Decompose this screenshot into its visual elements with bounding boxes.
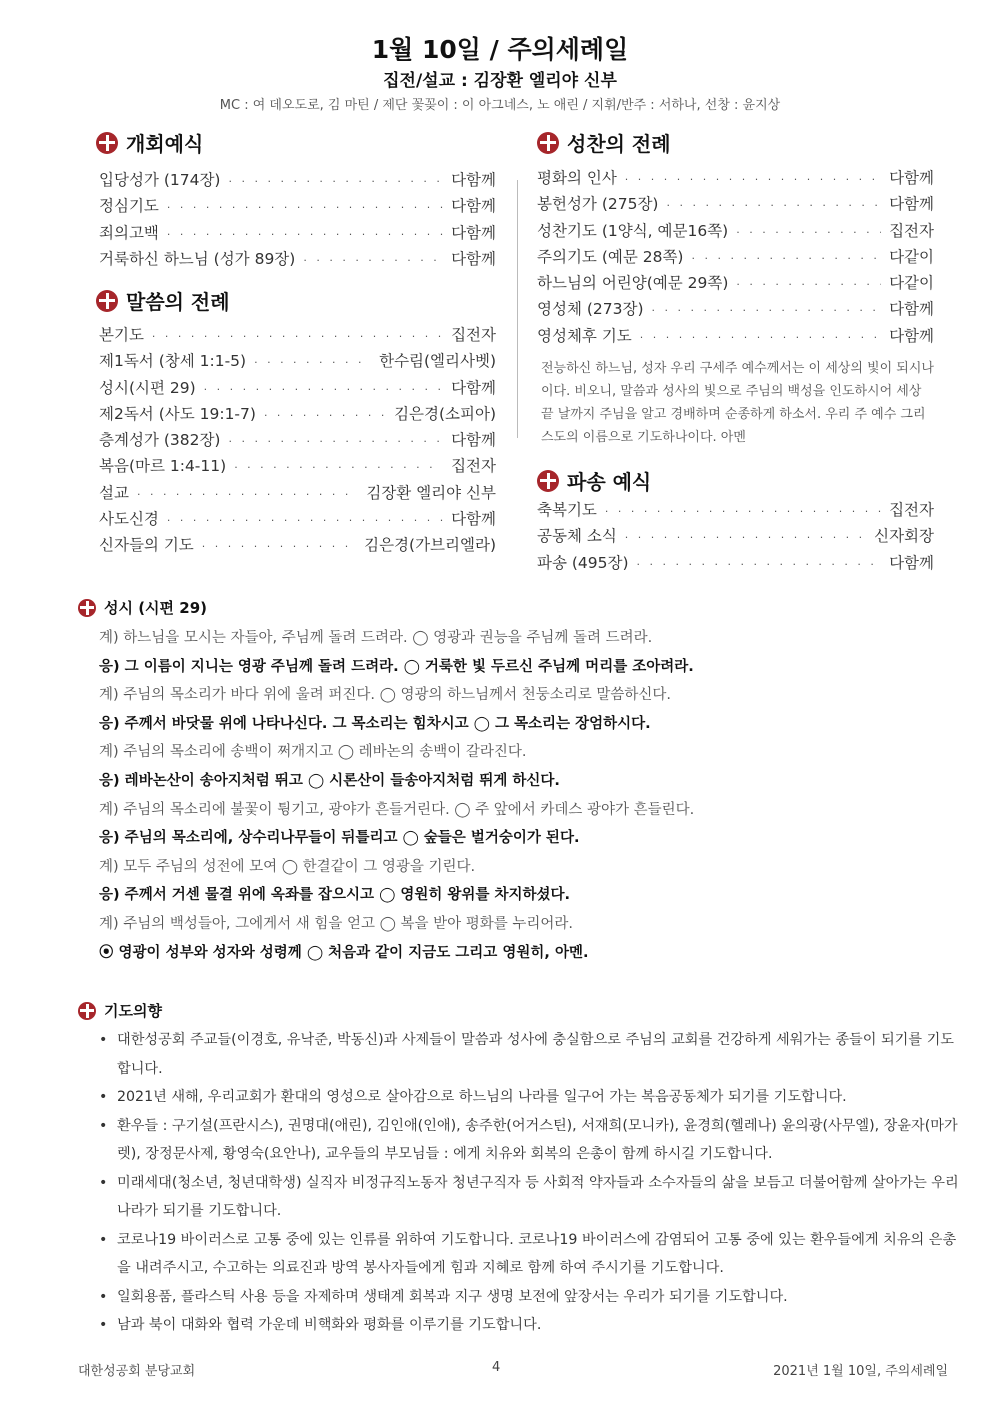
footer-church-name: 대한성공회 분당교회 xyxy=(78,1364,196,1379)
psalm-line-priest: 계) 주님의 백성들아, 그에게서 새 힘을 얻고 ◯ 복을 받아 평화를 누리어라. xyxy=(99,915,573,932)
liturgy-row: 영성체후 기도 · · · 다함께 xyxy=(537,324,934,350)
dot-leader xyxy=(264,409,386,422)
dot-leader xyxy=(137,488,358,501)
psalm-line-response: 응) 그 이름이 지니는 영광 주님께 돌려 드려라. ◯ 거룩한 빛 두르신 주님께 머리를 조아려라. xyxy=(99,658,694,675)
liturgy-row: 입당성가 (174장) · · · 다함께 xyxy=(99,168,496,194)
dot-leader xyxy=(625,531,866,544)
psalm-line-priest: 계) 모두 주님의 성전에 모여 ◯ 한결같이 그 영광을 기린다. xyxy=(99,858,476,875)
dot-leader xyxy=(691,252,881,265)
cross-icon xyxy=(96,290,118,312)
staff-line: MC : 여 데오도로, 김 마틴 / 제단 꽃꽂이 : 이 아그네스, 노 애린 / 지휘/반주 : 서하나, 선창 : 윤지상 xyxy=(219,98,781,113)
dot-leader xyxy=(228,435,443,448)
section-heading-word: 말씀의 전례 xyxy=(96,286,230,315)
intentions-list xyxy=(99,1026,959,1340)
liturgy-row: 사도신경 · · · 다함께 xyxy=(99,507,496,533)
dot-leader xyxy=(152,330,443,343)
liturgy-row: 층계성가 (382장) · · · 다함께 xyxy=(99,428,496,454)
section-heading-dismissal: 파송 예식 xyxy=(537,466,651,495)
dot-leader xyxy=(652,304,882,317)
dot-leader xyxy=(234,461,443,474)
page-subtitle: 집전/설교 : 김장환 엘리야 신부 xyxy=(383,71,617,91)
psalm-line-priest: 계) 주님의 목소리에 불꽃이 튕기고, 광야가 흔들거린다. ◯ 주 앞에서 카데스 광야가 흔들린다. xyxy=(99,801,695,818)
dot-leader xyxy=(666,199,881,212)
liturgy-row: 파송 (495장) · · · 다함께 xyxy=(537,551,934,577)
liturgy-row: 신자들의 기도 · · · 김은경(가브리엘라) xyxy=(99,533,496,559)
cross-icon xyxy=(78,599,96,617)
psalm-line-priest: 계) 하느님을 모시는 자들아, 주님께 돌려 드려라. ◯ 영광과 권능을 주님께 돌려 드려라. xyxy=(99,630,653,646)
dot-leader xyxy=(637,558,882,571)
liturgy-row: 영성체 (273장) · · · 다함께 xyxy=(537,297,934,323)
liturgy-row: 설교 · · · 김장환 엘리야 신부 xyxy=(99,481,496,507)
cross-icon xyxy=(96,132,118,154)
list-item: • 남과 북이 대화와 협력 가운데 비핵화와 평화를 이루기를 기도합니다. xyxy=(99,1311,959,1340)
psalm-heading: 성시 (시편 29) xyxy=(78,597,207,618)
liturgy-row: 죄의고백 · · · 다함께 xyxy=(99,221,496,247)
liturgy-row: 평화의 인사 · · · 다함께 xyxy=(537,166,934,192)
footer-page-number: 4 xyxy=(492,1360,501,1375)
psalm-line-response: 응) 주께서 바닷물 위에 나타나신다. 그 목소리는 힘차시고 ◯ 그 목소리는 장엄하시다. xyxy=(99,715,651,732)
opening-list xyxy=(99,168,496,273)
dot-leader xyxy=(204,383,443,396)
liturgy-row: 제2독서 (사도 19:1-7) · · · 김은경(소피아) xyxy=(99,402,496,428)
dot-leader xyxy=(228,175,443,188)
psalm-line-response: 응) 주님의 목소리에, 상수리나무들이 뒤틀리고 ◯ 숲들은 벌거숭이가 된다. xyxy=(99,830,580,847)
liturgy-row: 주의기도 (예문 28쪽) · · · 다같이 xyxy=(537,245,934,271)
dot-leader xyxy=(254,356,371,369)
cross-icon xyxy=(78,1002,96,1020)
dot-leader xyxy=(736,226,881,239)
intentions-heading: 기도의향 xyxy=(78,1000,162,1021)
liturgy-row: 축복기도 · · · 집전자 xyxy=(537,498,934,524)
liturgy-row: 봉헌성가 (275장) · · · 다함께 xyxy=(537,192,934,218)
dot-leader xyxy=(167,228,443,241)
word-list xyxy=(99,323,496,560)
list-item: • 대한성공회 주교들(이경호, 유낙준, 박동신)과 사제들이 말씀과 성사에 충실함으로 주님의 교회를 건강하게 세워가는 종들이 되기를 기도합니다. xyxy=(99,1026,959,1083)
psalm-line-doxology: ⦿ 영광이 성부와 성자와 성령께 ◯ 처음과 같이 지금도 그리고 영원히, 아멘. xyxy=(99,944,589,961)
dot-leader xyxy=(303,254,443,267)
psalm-line-response: 응) 레바논산이 송아지처럼 뛰고 ◯ 시론산이 들송아지처럼 뛰게 하신다. xyxy=(99,772,560,789)
section-heading-eucharist: 성찬의 전례 xyxy=(537,128,671,157)
list-item: • 환우들 : 구기설(프란시스), 권명대(애린), 김인애(인애), 송주한(어거스틴), 서재희(모니카), 윤경희(헬레나) 윤의광(사무엘), 장윤자(마가렛), 장정문사제, 황영숙(요안나), 교우들의 부모님들 : 에게 치유와 회복의 은총이 함께 하시길 기도합니다. xyxy=(99,1112,959,1169)
column-divider xyxy=(517,180,518,438)
psalm-line-priest: 계) 주님의 목소리에 송백이 쩌개지고 ◯ 레바논의 송백이 갈라진다. xyxy=(99,744,527,761)
liturgy-row: 성찬기도 (1양식, 예문16쪽) · · · 집전자 xyxy=(537,219,934,245)
list-item: • 2021년 새해, 우리교회가 환대의 영성으로 살아감으로 하느님의 나라를 일구어 가는 복음공동체가 되기를 기도합니다. xyxy=(99,1083,959,1112)
dot-leader xyxy=(625,173,881,186)
dot-leader xyxy=(605,505,881,518)
liturgy-row: 제1독서 (창세 1:1-5) · · · 한수림(엘리사벳) xyxy=(99,349,496,375)
eucharist-list xyxy=(537,166,934,350)
psalm-text xyxy=(99,624,959,967)
list-item: • 미래세대(청소년, 청년대학생) 실직자 비정규직노동자 청년구직자 등 사회적 약자들과 소수자들의 삶을 보듬고 더불어함께 살아가는 우리나라가 되기를 기도합니다. xyxy=(99,1169,959,1226)
list-item: • 코로나19 바이러스로 고통 중에 있는 인류를 위하여 기도합니다. 코로나19 바이러스에 감염되어 고통 중에 있는 환우들에게 치유의 은총을 내려주시고, 수고하는 의료진과 방역 봉사자들에게 힘과 지혜로 함께 하여 주시기를 기도합니다. xyxy=(99,1226,959,1283)
dot-leader xyxy=(167,514,443,527)
liturgy-row: 성시(시편 29) · · · 다함께 xyxy=(99,376,496,402)
cross-icon xyxy=(537,132,559,154)
liturgy-row: 하느님의 어린양(예문 29쪽) · · · 다같이 xyxy=(537,271,934,297)
liturgy-row: 거룩하신 하느님 (성가 89장) · · · 다함께 xyxy=(99,247,496,273)
post-communion-prayer: 전능하신 하느님, 성자 우리 구세주 예수께서는 이 세상의 빛이 되시나이다. 비오니, 말씀과 성사의 빛으로 주님의 백성을 인도하시어 세상 끝 날까지 주님을 알고 경배하며 순종하게 하소서. 우리 주 예수 그리스도의 이름으로 기도하나이다. 아멘 xyxy=(541,361,934,445)
dot-leader xyxy=(736,278,881,291)
dot-leader xyxy=(640,331,881,344)
dot-leader xyxy=(167,201,443,214)
liturgy-row: 정심기도 · · · 다함께 xyxy=(99,194,496,220)
section-heading-opening: 개회예식 xyxy=(96,128,203,157)
dismissal-list xyxy=(537,498,934,577)
list-item: • 일회용품, 플라스틱 사용 등을 자제하며 생태계 회복과 지구 생명 보전에 앞장서는 우리가 되기를 기도합니다. xyxy=(99,1283,959,1312)
cross-icon xyxy=(537,470,559,492)
dot-leader xyxy=(202,540,356,553)
liturgy-row: 복음(마르 1:4-11) · · · 집전자 xyxy=(99,454,496,480)
psalm-line-response: 응) 주께서 거센 물결 위에 옥좌를 잡으시고 ◯ 영원히 왕위를 차지하셨다. xyxy=(99,887,571,904)
liturgy-row: 본기도 · · · 집전자 xyxy=(99,323,496,349)
footer-date: 2021년 1월 10일, 주의세례일 xyxy=(773,1364,948,1379)
psalm-line-priest: 계) 주님의 목소리가 바다 위에 울려 퍼진다. ◯ 영광의 하느님께서 천둥소리로 말씀하신다. xyxy=(99,687,672,704)
page-title: 1월 10일 / 주의세례일 xyxy=(371,35,629,64)
liturgy-row: 공동체 소식 · · · 신자회장 xyxy=(537,524,934,550)
